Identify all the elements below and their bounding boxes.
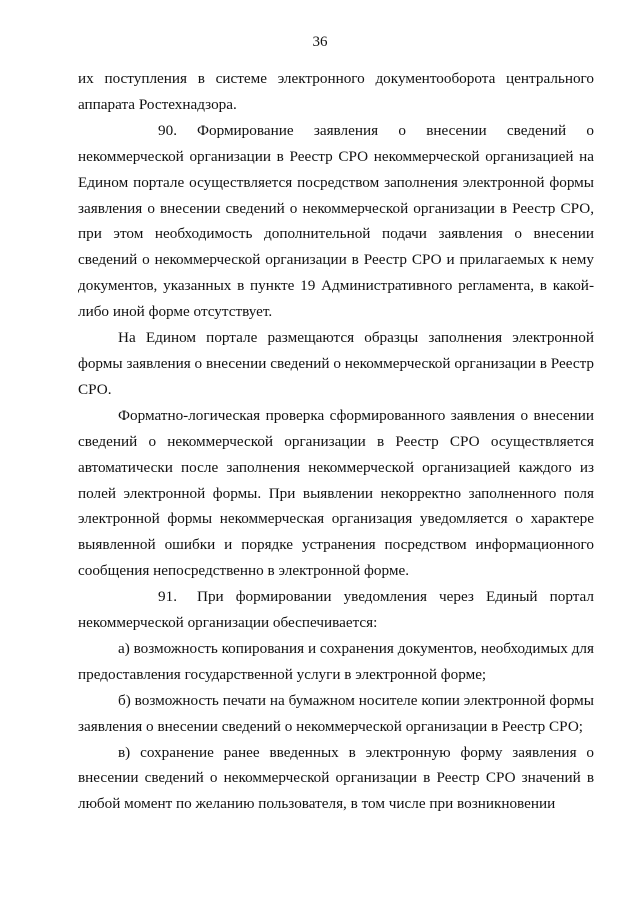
paragraph-text: в) сохранение ранее введенных в электронную форму заявления о внесении сведений о некоммерческой организации в Реестр СРО значений в любой момент по желанию пользователя, в том числе при возникновении [78, 743, 594, 813]
paragraph-text: б) возможность печати на бумажном носителе копии электронной формы заявления о внесении сведений о некоммерческой организации в Реестр СРО; [78, 691, 594, 735]
paragraph-90 [78, 118, 594, 325]
paragraph-91 [78, 584, 594, 636]
page-number: 36 [312, 34, 328, 50]
paragraph-text: их поступления в системе электронного документооборота центрального аппарата Ростехнадзора. [78, 70, 594, 113]
paragraph-text: Форматно-логическая проверка сформированного заявления о внесении сведений о некоммерческой организации в Реестр СРО осуществляется автоматически после заполнения некоммерческой организацией каждого из полей электронной формы. При выявлении некорректно заполненного поля электронной формы некоммерческая организация уведомляется о характере выявленной ошибки и порядке устранения посредством информационного сообщения непосредственно в электронной форме. [78, 406, 594, 580]
paragraph-continuation [78, 66, 594, 118]
paragraph-text: При формировании уведомления через Единый портал некоммерческой организации обеспечивается: [78, 588, 594, 632]
paragraph-text: На Едином портале размещаются образцы заполнения электронной формы заявления о внесении сведений о некоммерческой организации в Реестр СРО. [78, 329, 594, 398]
paragraph-number: 90. [158, 121, 177, 139]
paragraph-number: 91. [158, 588, 177, 606]
list-item-b [78, 688, 594, 740]
paragraph-text: а) возможность копирования и сохранения документов, необходимых для предоставления государственной услуги в электронной форме; [78, 639, 594, 683]
list-item-a [78, 636, 594, 688]
paragraph-text: Формирование заявления о внесении сведений о некоммерческой организации в Реестр СРО некоммерческой организацией на Едином портале осуществляется посредством заполнения электронной формы заявления о внесении сведений о некоммерческой организации в Реестр СРО, при этом необходимость дополнительной подачи заявления о внесении сведений о некоммерческой организации в Реестр СРО и прилагаемых к нему документов, указанных в пункте 19 Административного регламента, в какой-либо иной форме отсутствует. [78, 121, 594, 321]
paragraph-format-check [78, 403, 594, 584]
paragraph-portal-samples [78, 325, 594, 403]
document-body [78, 66, 594, 817]
list-item-v [78, 740, 594, 818]
